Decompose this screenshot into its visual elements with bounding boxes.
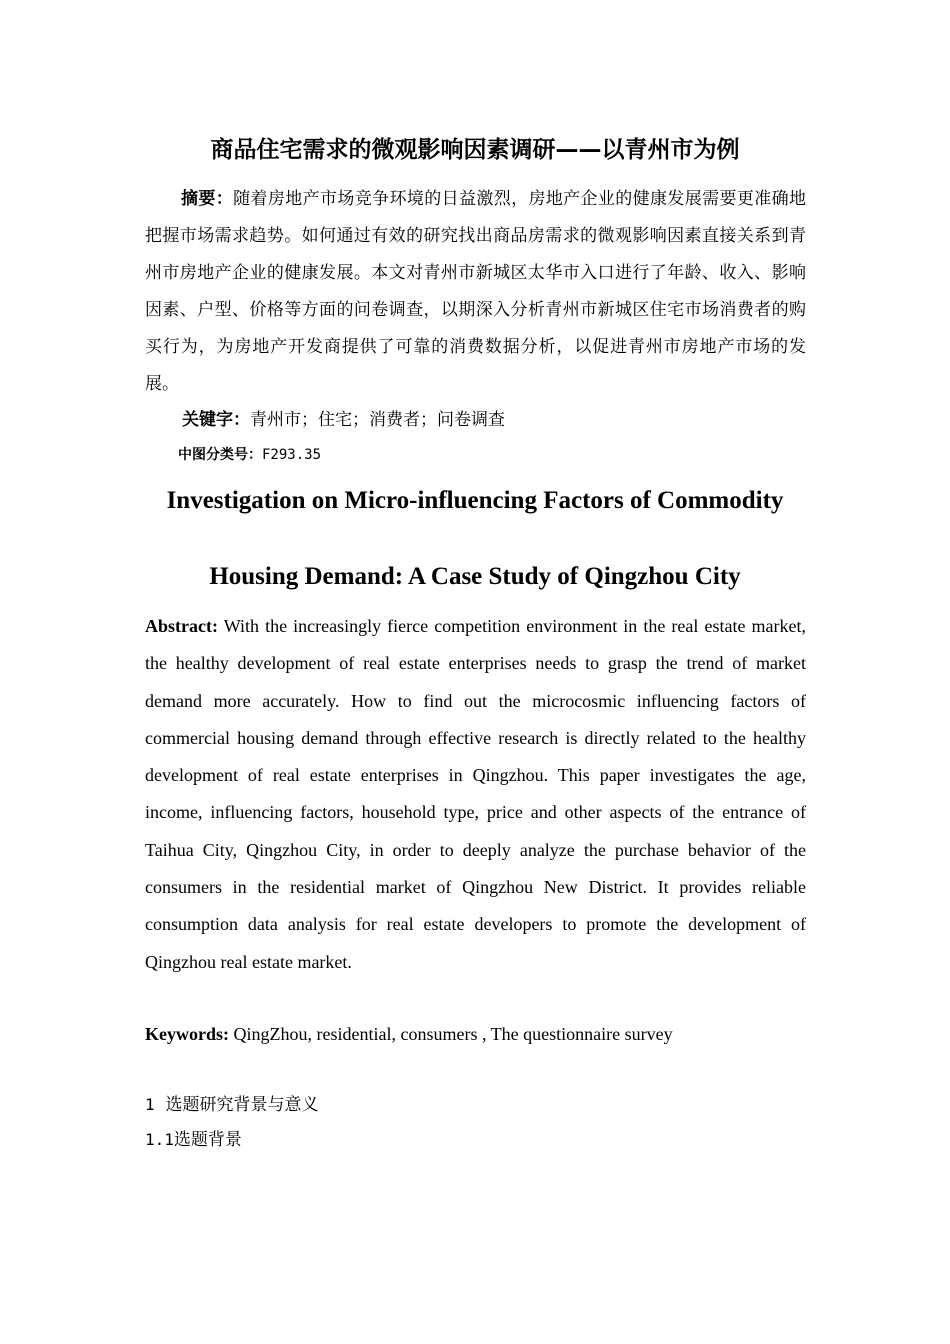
section-title-1: 选题研究背景与意义 [165,1095,319,1115]
classification-number [178,442,321,468]
english-abstract [145,608,806,981]
english-keywords [145,1018,673,1050]
english-keywords-label: Keywords: [145,1024,229,1044]
classification-label: 中图分类号： [178,447,262,463]
english-title-line-1: Investigation on Micro-influencing Factors of Commodity [166,487,784,514]
english-title-line-2: Housing Demand: A Case Study of Qingzhou City [209,563,741,590]
chinese-keywords [182,404,505,436]
chinese-title: 商品住宅需求的微观影响因素调研——以青州市为例 [210,137,740,163]
chinese-keywords-text: 青州市；住宅；消费者；问卷调查 [250,410,505,430]
section-heading-1-1 [145,1126,242,1154]
chinese-abstract-text: 随着房地产市场竞争环境的日益激烈，房地产企业的健康发展需要更准确地把握市场需求趋势。如何通过有效的研究找出商品房需求的微观影响因素直接关系到青州市房地产企业的健康发展。本文对青州市新城区太华市入口进行了年龄、收入、影响因素、户型、价格等方面的问卷调查，以期深入分析青州市新城区住宅市场消费者的购买行为，为房地产开发商提供了可靠的消费数据分析，以促进青州市房地产市场的发展。 [145,189,807,394]
chinese-abstract-label: 摘要： [181,189,234,209]
chinese-keywords-label: 关键字： [182,410,250,430]
section-number-1-1: 1.1 [145,1130,174,1149]
chinese-abstract [145,181,806,403]
section-title-1-1: 选题背景 [173,1130,242,1150]
english-keywords-text: QingZhou, residential, consumers , The questionnaire survey [229,1024,673,1044]
english-abstract-label: Abstract: [145,616,218,636]
english-abstract-text: With the increasingly fierce competition environment in the real estate market, the healthy development of real estate enterprises needs to grasp the trend of market demand more accurately. How to find out the microcosmic influencing factors of commercial housing demand through effective research is directly related to the healthy development of real estate enterprises in Qingzhou. This paper investigates the age, income, influencing factors, household type, price and other aspects of the entrance of Taihua City, Qingzhou City, in order to deeply analyze the purchase behavior of the consumers in the residential market of Qingzhou New District. It provides reliable consumption data analysis for real estate developers to promote the development of Qingzhou real estate market. [145,616,806,972]
classification-value: F293.35 [262,447,322,463]
section-heading-1 [145,1091,318,1119]
section-number-1: 1 [145,1095,155,1114]
